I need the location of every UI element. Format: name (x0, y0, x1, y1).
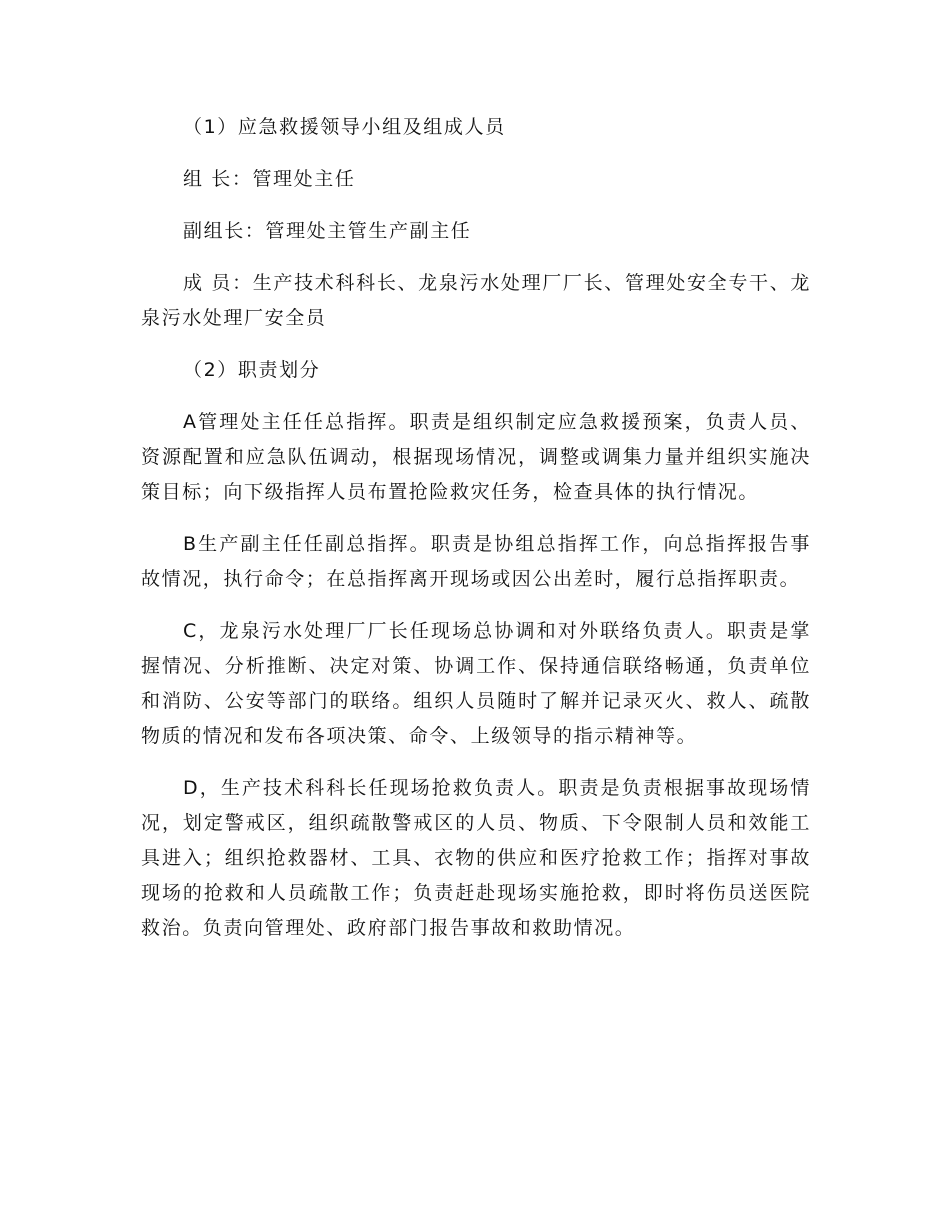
duty-paragraph-b: B生产副主任任副总指挥。职责是协组总指挥工作，向总指挥报告事故情况，执行命令；在总指挥离开现场或因公出差时，履行总指挥职责。 (141, 533, 811, 590)
section-heading-duties: （2）职责划分 (183, 359, 321, 381)
group-leader-line: 组 长：管理处主任 (183, 168, 356, 190)
members-line: 成 员：生产技术科科长、龙泉污水处理厂厂长、管理处安全专干、龙泉污水处理厂安全员 (141, 272, 811, 329)
document-body (141, 110, 811, 963)
section-heading-leadership-group: （1）应急救援领导小组及组成人员 (183, 116, 506, 138)
duty-paragraph-c: C，龙泉污水处理厂厂长任现场总协调和对外联络负责人。职责是掌握情况、分析推断、决定对策、协调工作、保持通信联络畅通，负责单位和消防、公安等部门的联络。组织人员随时了解并记录灭火、救人、疏散物质的情况和发布各项决策、命令、上级领导的指示精神等。 (141, 620, 811, 747)
deputy-leader-line: 副组长：管理处主管生产副主任 (183, 220, 472, 242)
duty-paragraph-a: A管理处主任任总指挥。职责是组织制定应急救援预案，负责人员、资源配置和应急队伍调动，根据现场情况，调整或调集力量并组织实施决策目标；向下级指挥人员布置抢险救灾任务，检查具体的执行情况。 (141, 411, 811, 503)
duty-paragraph-d: D，生产技术科科长任现场抢救负责人。职责是负责根据事故现场情况，划定警戒区，组织疏散警戒区的人员、物质、下令限制人员和效能工具进入；组织抢救器材、工具、衣物的供应和医疗抢救工作；指挥对事故现场的抢救和人员疏散工作；负责赶赴现场实施抢救，即时将伤员送医院救治。负责向管理处、政府部门报告事故和救助情况。 (141, 777, 811, 939)
